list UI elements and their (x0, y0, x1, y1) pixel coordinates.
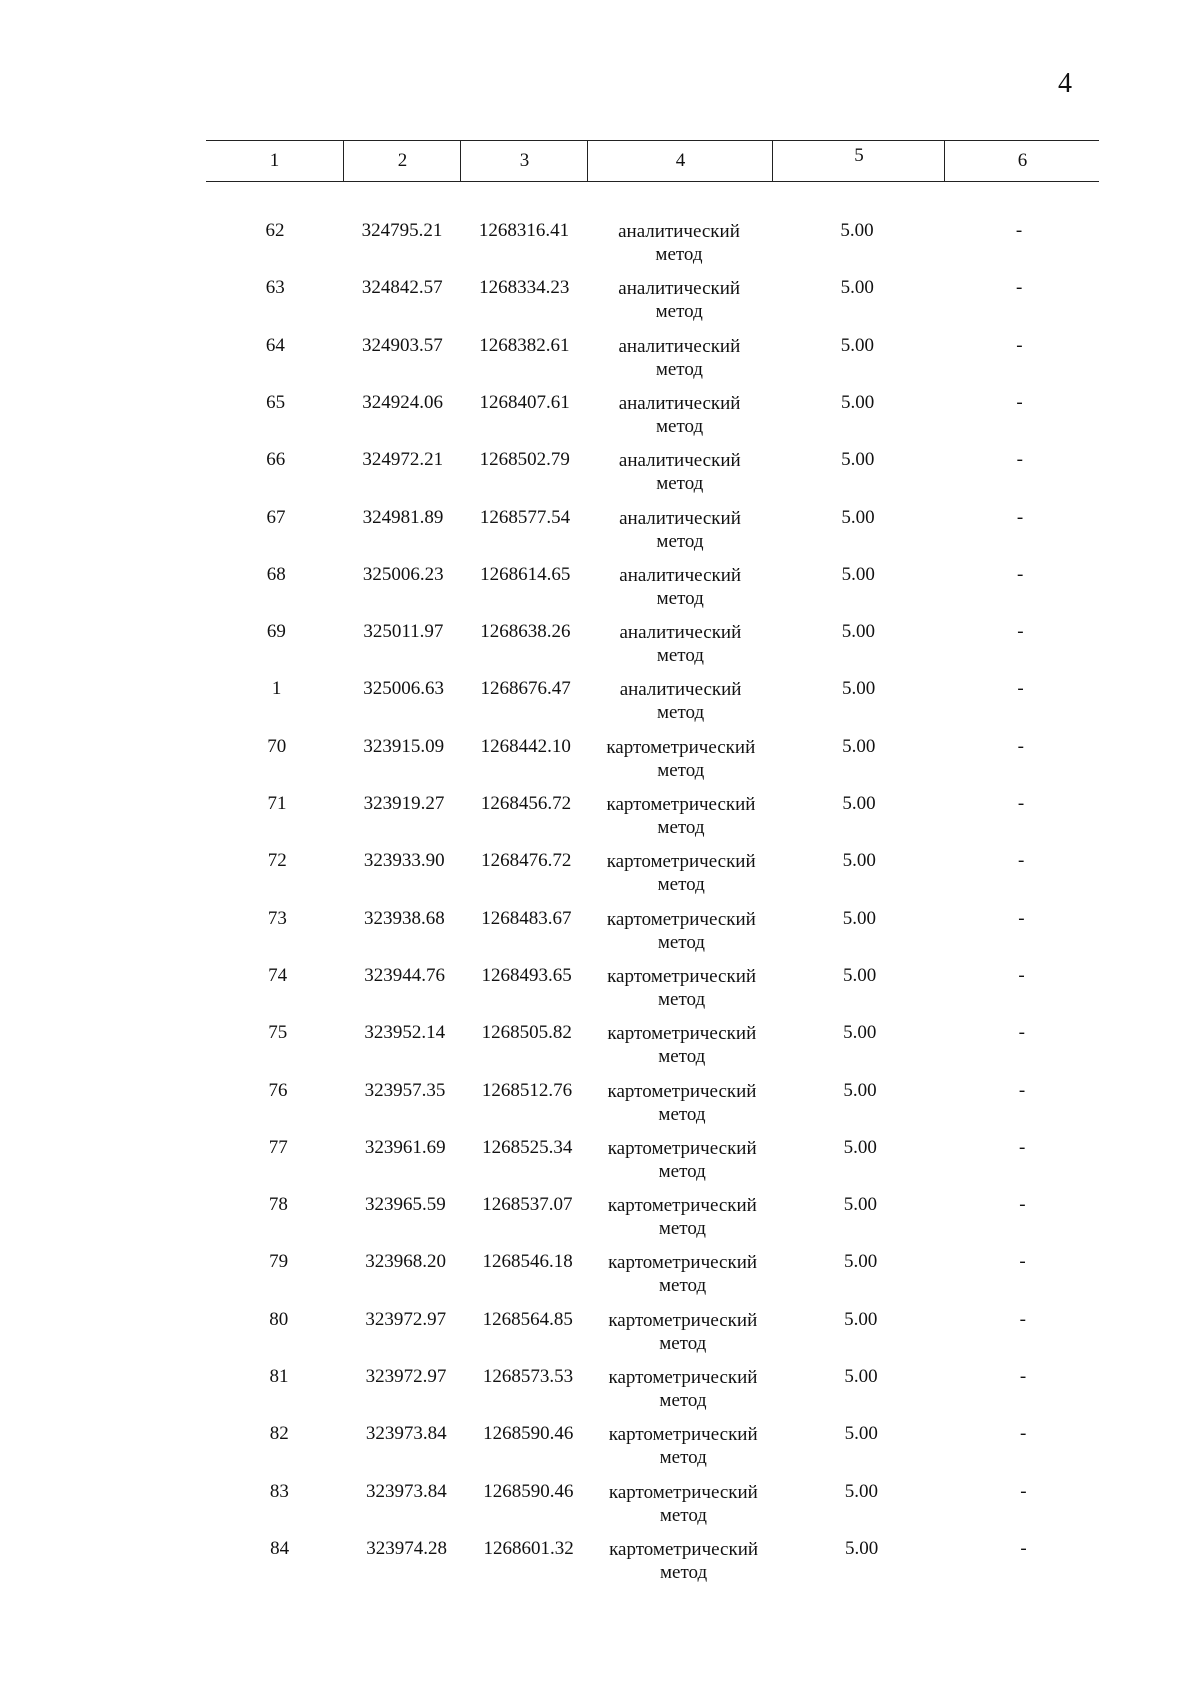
method-name: картометрический (608, 1367, 758, 1388)
method-name: аналитический (618, 278, 741, 300)
row-number: 72 (267, 850, 287, 872)
table-row (0, 449, 1200, 503)
accuracy-value: 5.00 (842, 793, 876, 814)
coordinate-x: 323973.84 (366, 1480, 447, 1502)
coordinate-y: 1268573.53 (482, 1366, 574, 1387)
accuracy-value: 5.00 (843, 1194, 878, 1216)
page-number: 4 (1058, 68, 1072, 99)
row-number: 67 (266, 506, 286, 528)
coordinate-y: 1268546.18 (482, 1251, 573, 1273)
column-header-5: 5 (772, 141, 945, 181)
method-word: метод (658, 1218, 706, 1240)
note-dash: - (1016, 449, 1023, 471)
note-dash: - (1018, 1079, 1026, 1101)
method-word: метод (656, 530, 704, 552)
coordinate-x: 324972.21 (362, 449, 444, 471)
note-dash: - (1018, 850, 1025, 872)
accuracy-value: 5.00 (841, 563, 875, 585)
method-cell (579, 335, 779, 381)
table-row (0, 908, 1200, 962)
table-row (0, 277, 1200, 331)
table-row (0, 507, 1200, 561)
accuracy-value: 5.00 (840, 334, 875, 356)
table-header (206, 140, 1099, 182)
row-number: 75 (268, 1022, 288, 1044)
coordinate-y: 1268334.23 (479, 277, 570, 299)
method-name: картометрический (607, 1195, 757, 1217)
coordinate-y: 1268577.54 (479, 506, 571, 528)
method-cell (582, 1194, 782, 1240)
row-number: 69 (266, 621, 286, 643)
coordinate-y: 1268537.07 (482, 1194, 573, 1216)
note-dash: - (1017, 563, 1024, 585)
column-header-2: 2 (343, 141, 461, 181)
note-dash: - (1016, 506, 1024, 528)
method-name: картометрический (606, 908, 756, 930)
note-dash: - (1017, 793, 1025, 814)
method-word: метод (656, 415, 704, 437)
coordinate-y: 1268382.61 (479, 334, 570, 356)
note-dash: - (1017, 621, 1024, 643)
method-word: метод (657, 702, 705, 724)
coordinate-x: 323915.09 (363, 735, 445, 757)
method-cell (581, 908, 781, 954)
coordinate-y: 1268502.79 (479, 449, 570, 471)
method-cell (579, 220, 779, 266)
coordinate-y: 1268493.65 (481, 964, 572, 986)
table-row (0, 1423, 1200, 1477)
coordinate-x: 323972.97 (365, 1366, 447, 1387)
row-number: 73 (267, 907, 287, 929)
method-cell (580, 564, 780, 610)
accuracy-value: 5.00 (843, 1136, 877, 1158)
method-cell (582, 1022, 782, 1068)
coordinate-x: 323944.76 (364, 964, 445, 986)
table-row (0, 965, 1200, 1019)
coordinate-x: 324924.06 (362, 391, 443, 413)
coordinate-y: 1268456.72 (480, 793, 572, 814)
accuracy-value: 5.00 (844, 1366, 878, 1387)
method-cell (584, 1538, 784, 1584)
method-name: аналитический (618, 450, 741, 472)
method-name: аналитический (618, 221, 740, 242)
method-cell (583, 1309, 783, 1355)
row-number: 81 (269, 1366, 289, 1387)
coordinate-y: 1268590.46 (483, 1480, 574, 1502)
row-number: 71 (267, 793, 287, 814)
accuracy-value: 5.00 (842, 964, 877, 986)
table-row (0, 736, 1200, 790)
coordinate-y: 1268505.82 (481, 1022, 572, 1044)
method-word: метод (657, 931, 705, 953)
coordinate-x: 325006.23 (362, 563, 444, 585)
accuracy-value: 5.00 (843, 1079, 877, 1101)
method-name: картометрический (607, 1137, 757, 1159)
method-cell (582, 965, 782, 1011)
method-cell (580, 507, 780, 553)
method-cell (581, 850, 781, 896)
method-name: картометрический (606, 851, 756, 873)
method-name: картометрический (608, 1252, 758, 1274)
method-word: метод (656, 587, 704, 609)
method-cell (580, 621, 780, 667)
row-number: 68 (266, 563, 286, 585)
row-number: 62 (265, 220, 285, 241)
accuracy-value: 5.00 (844, 1308, 878, 1330)
table-row (0, 1538, 1200, 1592)
method-word: метод (659, 1390, 707, 1411)
table-row (0, 1022, 1200, 1076)
note-dash: - (1018, 1022, 1025, 1044)
method-name: картометрический (607, 1023, 757, 1045)
accuracy-value: 5.00 (842, 850, 876, 872)
accuracy-value: 5.00 (844, 1480, 879, 1502)
accuracy-value: 5.00 (844, 1537, 879, 1559)
accuracy-value: 5.00 (843, 1251, 878, 1273)
note-dash: - (1017, 678, 1024, 700)
table-row (0, 1080, 1200, 1134)
row-number: 70 (267, 735, 287, 757)
method-word: метод (656, 645, 704, 667)
accuracy-value: 5.00 (844, 1423, 878, 1445)
table-row (0, 1309, 1200, 1363)
accuracy-value: 5.00 (841, 678, 876, 700)
method-name: аналитический (619, 622, 742, 644)
note-dash: - (1016, 391, 1023, 413)
method-word: метод (657, 759, 705, 781)
note-dash: - (1020, 1537, 1027, 1559)
method-name: аналитический (618, 335, 741, 357)
method-name: картометрический (608, 1481, 758, 1503)
row-number: 77 (268, 1136, 288, 1158)
coordinate-y: 1268407.61 (479, 391, 570, 413)
method-word: метод (657, 817, 705, 838)
table-row (0, 621, 1200, 675)
method-cell (580, 392, 780, 438)
column-header-6: 6 (944, 141, 1100, 181)
table-row (0, 1251, 1200, 1305)
accuracy-value: 5.00 (841, 506, 875, 528)
note-dash: - (1018, 964, 1025, 986)
coordinate-x: 323938.68 (364, 907, 445, 929)
method-word: метод (660, 1561, 708, 1583)
method-cell (581, 736, 781, 782)
note-dash: - (1020, 1480, 1027, 1502)
method-word: метод (658, 1046, 706, 1068)
row-number: 78 (268, 1194, 288, 1216)
table-row (0, 564, 1200, 618)
coordinate-y: 1268512.76 (481, 1079, 573, 1101)
accuracy-value: 5.00 (841, 621, 876, 643)
row-number: 74 (268, 964, 288, 986)
coordinate-x: 325011.97 (363, 621, 444, 643)
coordinate-x: 324903.57 (362, 334, 443, 356)
coordinate-y: 1268590.46 (483, 1423, 574, 1445)
note-dash: - (1019, 1366, 1027, 1387)
method-name: аналитический (619, 564, 742, 586)
table-row (0, 1481, 1200, 1535)
row-number: 64 (265, 334, 285, 356)
row-number: 63 (265, 277, 285, 299)
coordinate-x: 324842.57 (361, 277, 443, 299)
table-row (0, 678, 1200, 732)
coordinate-x: 325006.63 (363, 678, 444, 700)
method-word: метод (659, 1275, 707, 1297)
accuracy-value: 5.00 (843, 1022, 877, 1044)
row-number: 1 (271, 678, 282, 700)
note-dash: - (1017, 735, 1024, 757)
coordinate-x: 324981.89 (362, 506, 444, 528)
method-cell (579, 277, 779, 323)
method-name: картометрический (609, 1538, 759, 1560)
table-row (0, 1194, 1200, 1248)
table-row (0, 335, 1200, 389)
accuracy-value: 5.00 (841, 449, 875, 471)
method-cell (583, 1423, 783, 1469)
table-row (0, 220, 1200, 274)
note-dash: - (1019, 1194, 1026, 1216)
method-cell (583, 1366, 783, 1412)
method-name: картометрический (607, 965, 757, 987)
table-row (0, 1366, 1200, 1420)
note-dash: - (1020, 1423, 1027, 1445)
method-cell (581, 793, 781, 839)
coordinate-y: 1268564.85 (482, 1308, 573, 1330)
accuracy-value: 5.00 (840, 277, 874, 299)
row-number: 83 (269, 1480, 289, 1502)
table-row (0, 793, 1200, 847)
coordinate-y: 1268676.47 (480, 678, 571, 700)
method-word: метод (655, 244, 703, 265)
coordinate-x: 323965.59 (365, 1194, 446, 1216)
coordinate-x: 323972.97 (365, 1308, 447, 1330)
accuracy-value: 5.00 (842, 907, 877, 929)
method-name: картометрический (608, 1309, 758, 1331)
coordinate-x: 323968.20 (365, 1251, 446, 1273)
coordinate-x: 323957.35 (364, 1079, 446, 1101)
method-name: аналитический (619, 507, 741, 529)
note-dash: - (1015, 220, 1023, 241)
coordinate-x: 323933.90 (363, 850, 445, 872)
coordinate-y: 1268442.10 (480, 735, 571, 757)
method-name: картометрический (606, 794, 756, 815)
note-dash: - (1019, 1136, 1026, 1158)
coordinate-y: 1268601.32 (483, 1537, 574, 1559)
method-word: метод (658, 1103, 706, 1125)
method-cell (580, 449, 780, 495)
method-cell (582, 1080, 782, 1126)
method-word: метод (659, 1504, 707, 1526)
method-word: метод (659, 1447, 707, 1469)
row-number: 66 (266, 449, 286, 471)
method-word: метод (658, 988, 706, 1010)
row-number: 79 (269, 1251, 289, 1273)
note-dash: - (1019, 1308, 1026, 1330)
note-dash: - (1019, 1251, 1026, 1273)
column-header-4: 4 (587, 141, 773, 181)
accuracy-value: 5.00 (840, 391, 875, 413)
accuracy-value: 5.00 (842, 735, 876, 757)
method-word: метод (658, 1160, 706, 1182)
table-row (0, 392, 1200, 446)
column-header-1: 1 (269, 150, 280, 171)
note-dash: - (1018, 907, 1025, 929)
method-word: метод (655, 358, 703, 380)
coordinate-x: 324795.21 (361, 220, 443, 241)
coordinate-y: 1268483.67 (481, 907, 572, 929)
note-dash: - (1016, 277, 1023, 299)
coordinate-x: 323974.28 (366, 1537, 447, 1559)
row-number: 80 (269, 1308, 289, 1330)
coordinate-y: 1268316.41 (478, 220, 570, 241)
coordinate-y: 1268525.34 (482, 1136, 573, 1158)
method-word: метод (656, 473, 704, 495)
row-number: 84 (270, 1537, 290, 1559)
method-word: метод (655, 301, 703, 323)
coordinate-x: 323952.14 (364, 1022, 446, 1044)
method-cell (581, 678, 781, 724)
coordinate-y: 1268638.26 (480, 621, 571, 643)
row-number: 65 (266, 391, 286, 413)
method-name: аналитический (618, 392, 741, 414)
method-name: аналитический (619, 679, 742, 701)
coordinate-x: 323919.27 (363, 793, 445, 814)
coordinate-x: 323973.84 (365, 1423, 447, 1445)
table-row (0, 850, 1200, 904)
coordinate-y: 1268476.72 (481, 850, 572, 872)
row-number: 82 (269, 1423, 289, 1445)
coordinate-x: 323961.69 (364, 1136, 446, 1158)
method-name: картометрический (606, 736, 756, 758)
method-word: метод (657, 874, 705, 896)
method-word: метод (659, 1332, 707, 1354)
column-header-3: 3 (460, 141, 588, 181)
method-cell (583, 1481, 783, 1527)
note-dash: - (1016, 334, 1023, 356)
method-name: картометрический (608, 1424, 758, 1446)
table-row (0, 1137, 1200, 1191)
method-cell (583, 1251, 783, 1297)
coordinate-y: 1268614.65 (480, 563, 571, 585)
method-name: картометрический (607, 1080, 757, 1102)
method-cell (582, 1137, 782, 1183)
row-number: 76 (268, 1079, 288, 1101)
accuracy-value: 5.00 (840, 220, 874, 241)
